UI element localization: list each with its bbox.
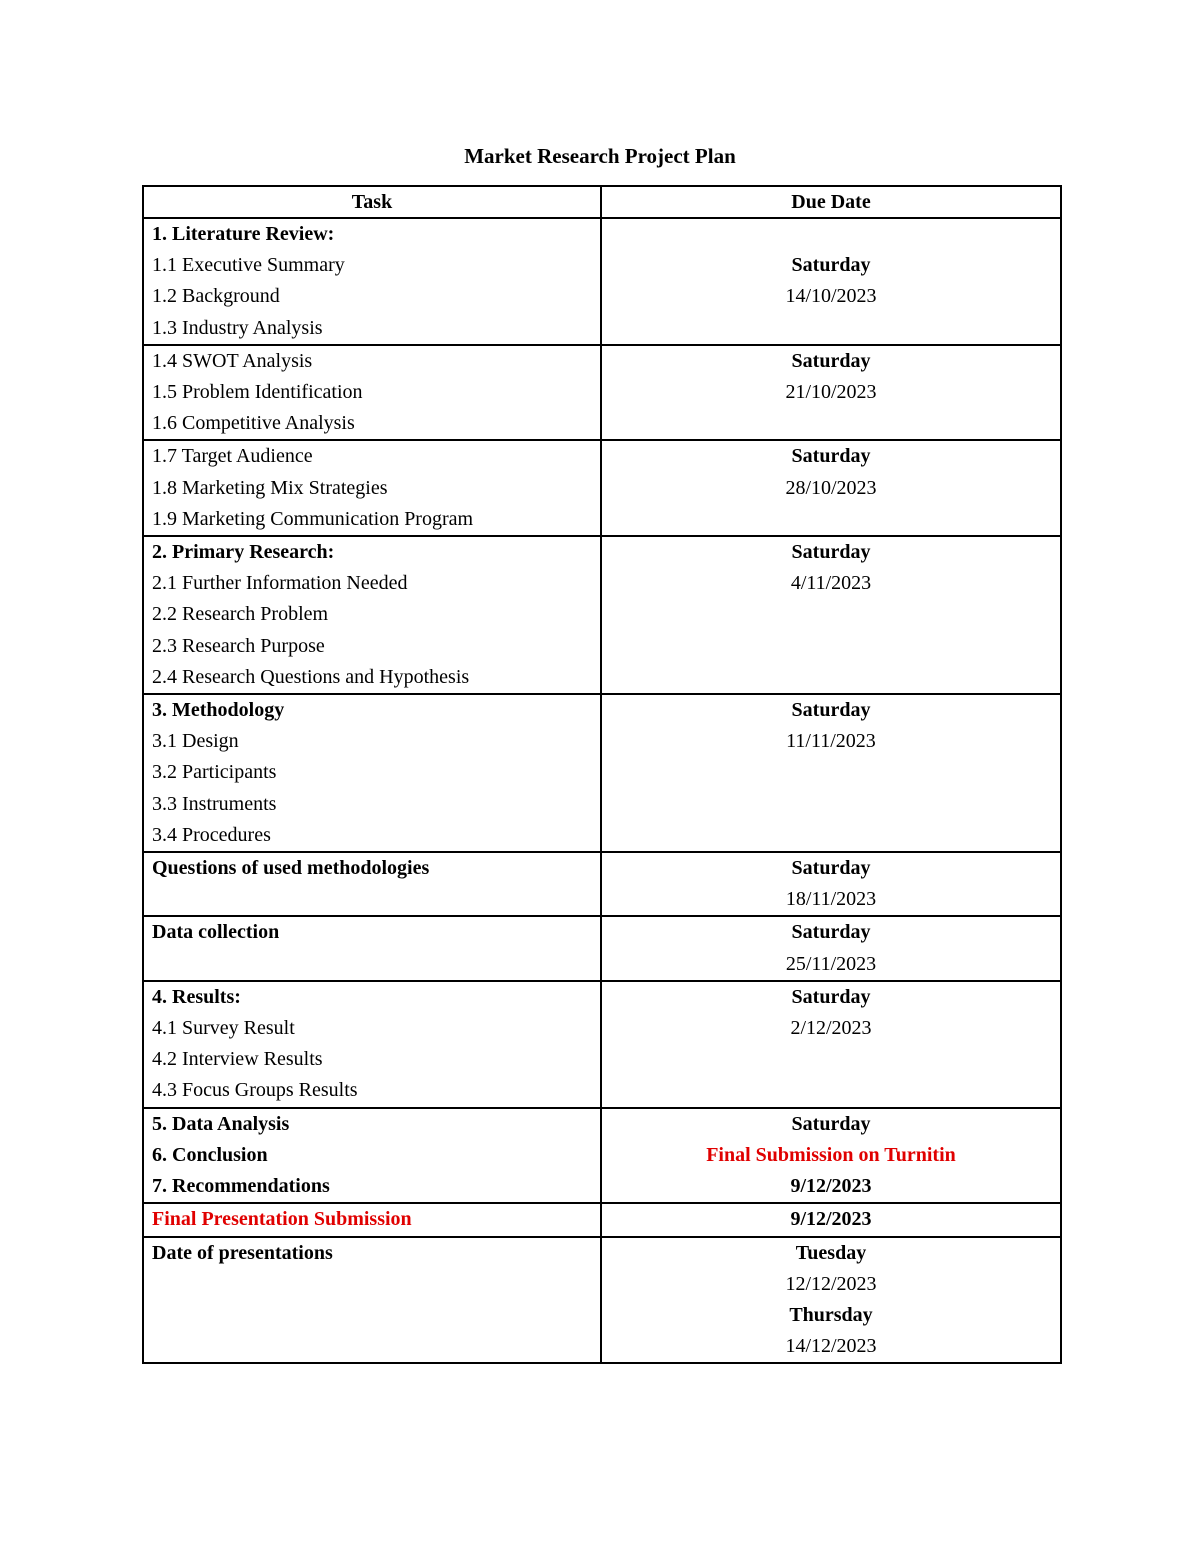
- task-line: 3.3 Instruments: [152, 792, 277, 815]
- due-date-line: 28/10/2023: [785, 476, 877, 499]
- task-line: 2. Primary Research:: [152, 541, 335, 564]
- task-line: 4.2 Interview Results: [152, 1048, 323, 1071]
- task-cell: [143, 694, 601, 852]
- task-line: [152, 1331, 592, 1362]
- task-line: 2.2 Research Problem: [152, 603, 329, 626]
- table-row: [143, 1108, 1061, 1204]
- due-date-cell: [601, 1203, 1061, 1236]
- table-row: [143, 981, 1061, 1108]
- due-date-line: 14/12/2023: [785, 1335, 877, 1358]
- due-date-line: 12/12/2023: [785, 1272, 877, 1295]
- due-date-line: [610, 631, 1052, 662]
- task-line: 1.9 Marketing Communication Program: [152, 507, 474, 530]
- task-line: 7. Recommendations: [152, 1175, 330, 1198]
- task-line: [152, 1300, 592, 1331]
- due-date-line: 21/10/2023: [785, 381, 877, 404]
- task-line: 1.5 Problem Identification: [152, 381, 363, 404]
- table-row: [143, 345, 1061, 441]
- due-date-line: Saturday: [791, 921, 871, 944]
- due-date-cell: [601, 852, 1061, 916]
- task-line: 2.1 Further Information Needed: [152, 572, 408, 595]
- due-date-line: [610, 408, 1052, 439]
- due-date-line: Saturday: [791, 254, 871, 277]
- due-date-line: [610, 820, 1052, 851]
- task-line: 3.4 Procedures: [152, 823, 271, 846]
- due-date-line: Saturday: [791, 349, 871, 372]
- task-cell: [143, 345, 601, 441]
- due-date-line: [610, 599, 1052, 630]
- due-date-column-header: Due Date: [601, 186, 1061, 218]
- task-line: Final Presentation Submission: [152, 1208, 412, 1231]
- task-line: 4. Results:: [152, 985, 241, 1008]
- due-date-line: [610, 504, 1052, 535]
- task-line: 1.6 Competitive Analysis: [152, 412, 355, 435]
- task-cell: [143, 916, 601, 980]
- task-cell: [143, 218, 601, 345]
- table-row: [143, 694, 1061, 852]
- task-line: 1. Literature Review:: [152, 223, 335, 245]
- task-line: 3.1 Design: [152, 730, 239, 753]
- task-line: Date of presentations: [152, 1241, 333, 1264]
- due-date-cell: [601, 440, 1061, 536]
- task-line: 1.4 SWOT Analysis: [152, 349, 313, 372]
- table-body: [143, 218, 1061, 1363]
- due-date-cell: [601, 536, 1061, 694]
- project-plan-table: [142, 185, 1062, 1364]
- due-date-line: 18/11/2023: [785, 888, 877, 911]
- task-line: 6. Conclusion: [152, 1143, 268, 1166]
- due-date-line: [610, 219, 1052, 250]
- task-cell: [143, 1108, 601, 1204]
- due-date-line: [610, 757, 1052, 788]
- due-date-line: 9/12/2023: [790, 1208, 872, 1231]
- page-title: Market Research Project Plan: [464, 144, 736, 168]
- table-row: [143, 440, 1061, 536]
- due-date-line: 4/11/2023: [790, 572, 872, 595]
- task-cell: [143, 1203, 601, 1236]
- due-date-line: 14/10/2023: [785, 285, 877, 308]
- table-row: [143, 1203, 1061, 1236]
- task-line: [152, 1269, 592, 1300]
- task-line: 1.2 Background: [152, 285, 280, 308]
- task-line: 1.7 Target Audience: [152, 445, 313, 468]
- due-date-line: [610, 1044, 1052, 1075]
- due-date-line: [610, 789, 1052, 820]
- task-line: [152, 884, 592, 915]
- due-date-cell: [601, 1237, 1061, 1364]
- task-line: Questions of used methodologies: [152, 857, 430, 880]
- due-date-line: Saturday: [791, 1112, 871, 1135]
- task-line: 1.1 Executive Summary: [152, 254, 345, 277]
- task-line: 2.3 Research Purpose: [152, 634, 325, 657]
- due-date-cell: [601, 345, 1061, 441]
- due-date-cell: [601, 1108, 1061, 1204]
- task-line: 3.2 Participants: [152, 761, 277, 784]
- task-line: 1.3 Industry Analysis: [152, 316, 323, 339]
- due-date-line: Saturday: [791, 445, 871, 468]
- task-cell: [143, 852, 601, 916]
- due-date-line: 25/11/2023: [785, 952, 877, 975]
- table-row: [143, 1237, 1061, 1364]
- due-date-line: Saturday: [791, 541, 871, 564]
- due-date-line: Saturday: [791, 857, 871, 880]
- task-line: 5. Data Analysis: [152, 1112, 290, 1135]
- due-date-line: 9/12/2023: [790, 1175, 872, 1198]
- task-cell: [143, 1237, 601, 1364]
- due-date-line: Saturday: [791, 699, 871, 722]
- task-line: 1.8 Marketing Mix Strategies: [152, 476, 388, 499]
- due-date-line: Thursday: [789, 1303, 873, 1326]
- task-line: Data collection: [152, 921, 280, 944]
- task-column-header: Task: [143, 186, 601, 218]
- due-date-line: 11/11/2023: [786, 730, 876, 753]
- due-date-line: [610, 313, 1052, 344]
- table-row: [143, 852, 1061, 916]
- due-date-cell: [601, 916, 1061, 980]
- task-line: [152, 949, 592, 980]
- due-date-line: [610, 662, 1052, 693]
- table-row: [143, 916, 1061, 980]
- table-header-row: [143, 186, 1061, 218]
- due-date-cell: [601, 981, 1061, 1108]
- table-row: [143, 536, 1061, 694]
- due-date-line: Saturday: [791, 985, 871, 1008]
- due-date-line: Tuesday: [795, 1241, 867, 1264]
- due-date-line: Final Submission on Turnitin: [706, 1143, 956, 1166]
- due-date-line: [610, 1075, 1052, 1106]
- task-line: 4.3 Focus Groups Results: [152, 1079, 358, 1102]
- due-date-line: 2/12/2023: [790, 1017, 872, 1040]
- table-row: [143, 218, 1061, 345]
- task-line: 4.1 Survey Result: [152, 1017, 295, 1040]
- due-date-cell: [601, 694, 1061, 852]
- due-date-cell: [601, 218, 1061, 345]
- task-line: 2.4 Research Questions and Hypothesis: [152, 665, 470, 688]
- task-cell: [143, 440, 601, 536]
- task-line: 3. Methodology: [152, 699, 285, 722]
- task-cell: [143, 981, 601, 1108]
- task-cell: [143, 536, 601, 694]
